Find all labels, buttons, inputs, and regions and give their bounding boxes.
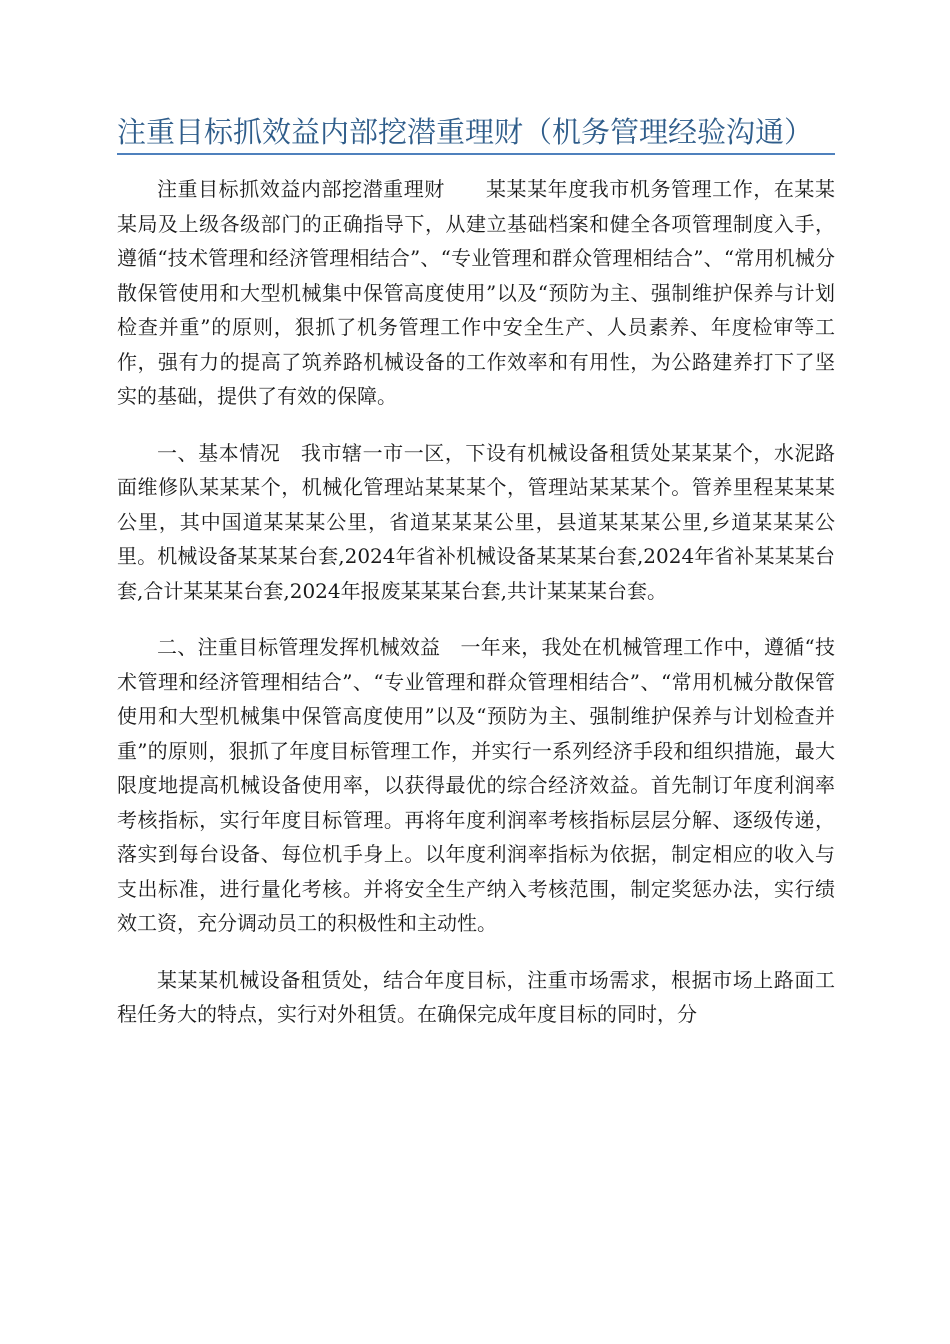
- document-body: [117, 172, 835, 1052]
- paragraph-target-management: 二、注重目标管理发挥机械效益 一年来，我处在机械管理工作中，遵循“技术管理和经济管理相结合”、“专业管理和群众管理相结合”、“常用机械分散保管使用和大型机械集中保管高度使用”以及“预防为主、强制维护保养与计划检查并重”的原则，狠抓了年度目标管理工作，并实行一系列经济手段和组织措施，最大限度地提高机械设备使用率，以获得最优的综合经济效益。首先制订年度利润率考核指标，实行年度目标管理。再将年度利润率考核指标层层分解、逐级传递，落实到每台设备、每位机手身上。以年度利润率指标为依据，制定相应的收入与支出标准，进行量化考核。并将安全生产纳入考核范围，制定奖惩办法，实行绩效工资，充分调动员工的积极性和主动性。: [117, 635, 835, 935]
- title-underline: [117, 153, 835, 155]
- paragraph-leasing: 某某某机械设备租赁处，结合年度目标，注重市场需求，根据市场上路面工程任务大的特点，实行对外租赁。在确保完成年度目标的同时，分: [117, 967, 835, 1026]
- paragraph-intro: 注重目标抓效益内部挖潜重理财 某某某年度我市机务管理工作，在某某某局及上级各级部门的正确指导下，从建立基础档案和健全各项管理制度入手，遵循“技术管理和经济管理相结合”、“专业管理和群众管理相结合”、“常用机械分散保管使用和大型机械集中保管高度使用”以及“预防为主、强制维护保养与计划检查并重”的原则，狠抓了机务管理工作中安全生产、人员素养、年度检审等工作，强有力的提高了筑养路机械设备的工作效率和有用性，为公路建养打下了坚实的基础，提供了有效的保障。: [117, 177, 835, 408]
- document-title: 注重目标抓效益内部挖潜重理财（机务管理经验沟通）: [117, 115, 814, 149]
- paragraph-basic-situation: 一、基本情况 我市辖一市一区，下设有机械设备租赁处某某某个，水泥路面维修队某某某个，机械化管理站某某某个，管理站某某某个。管养里程某某某公里，其中国道某某某公里，省道某某某公里，县道某某某公里,乡道某某某公里。机械设备某某某台套,2024年省补机械设备某某某台套,2024年省补某某某台套,合计某某某台套,2024年报废某某某台套,共计某某某台套。: [117, 440, 835, 603]
